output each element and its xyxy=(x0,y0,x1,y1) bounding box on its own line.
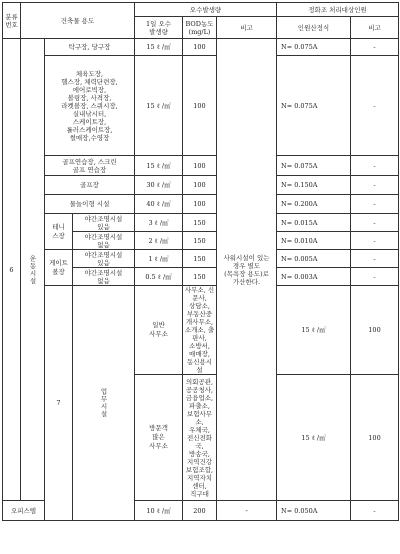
header-category-number: 분류 번호 xyxy=(3,3,21,39)
table-row xyxy=(3,250,399,268)
table-row xyxy=(3,156,399,176)
group-label: 테니 스장 xyxy=(45,214,73,250)
header-sewage-generation: 오수발생량 xyxy=(135,3,277,17)
bod-cell: 150 xyxy=(183,250,217,268)
note2-cell: - xyxy=(351,214,399,232)
use-cell: 탁구장, 당구장 xyxy=(45,39,135,56)
bod-cell: 100 xyxy=(183,176,217,195)
daily-cell: 15 ℓ /㎡ xyxy=(135,39,183,56)
header-bod: BOD농도 (mg/L) xyxy=(183,17,217,39)
daily-cell: 3 ℓ /㎡ xyxy=(135,214,183,232)
use-cell: 사무소, 신문사, 상담소, 부동산중개사무소, 소개소, 출판사, 소방서, 매매장, 동신용시설 xyxy=(183,286,217,375)
sub-use-cell: 야간조명시설 있음 xyxy=(73,250,135,268)
daily-cell: 1 ℓ /㎡ xyxy=(135,250,183,268)
daily-cell: 15 ℓ /㎡ xyxy=(277,286,351,375)
note-cell: - xyxy=(217,501,277,521)
bod-cell: 150 xyxy=(183,232,217,250)
daily-cell: 15 ℓ /㎡ xyxy=(135,156,183,176)
section-label: 운동시설 xyxy=(21,39,45,501)
sewage-table xyxy=(2,2,399,521)
use-cell: 골프장 xyxy=(45,176,135,195)
bod-cell: 100 xyxy=(183,195,217,214)
use-cell: 오피스텔 xyxy=(3,501,45,521)
header-building-use: 건축물 용도 xyxy=(21,3,135,39)
bod-cell: 100 xyxy=(183,56,217,156)
formula-cell: N= 0.075A xyxy=(277,56,351,156)
note2-cell: - xyxy=(351,250,399,268)
daily-cell: 15 ℓ /㎡ xyxy=(277,375,351,501)
daily-cell: 10 ℓ /㎡ xyxy=(135,501,183,521)
daily-cell: 0.5 ℓ /㎡ xyxy=(135,268,183,286)
sub-use-cell: 야간조명시설 있음 xyxy=(73,214,135,232)
header-daily-sewage: 1일 오수 발생량 xyxy=(135,17,183,39)
formula-cell: N= 0.200A xyxy=(277,195,351,214)
section-note: 사워시설이 있는 경우 별도 (목욕장 용도)로 가산한다. xyxy=(217,39,277,501)
note2-cell: - xyxy=(351,56,399,156)
note2-cell: - xyxy=(351,156,399,176)
header-note-2: 비고 xyxy=(351,17,399,39)
table-row xyxy=(3,39,399,56)
note2-cell: - xyxy=(351,268,399,286)
note2-cell: - xyxy=(351,176,399,195)
use-cell: 체육도장, 헬스장, 체력단련장, 에어로빅장, 볼링장, 사격장, 라켓볼장, 스쿼시장, 실내낚시터, 스케이트장, 롤러스케이트장, 썰매장,수영장 xyxy=(45,56,135,156)
table-row xyxy=(3,214,399,232)
group-label: 게이트 볼장 xyxy=(45,250,73,286)
formula-cell: N= 0.050A xyxy=(277,501,351,521)
use-cell: 물놀이형 시설 xyxy=(45,195,135,214)
formula-cell: N= 0.010A xyxy=(277,232,351,250)
daily-cell: 30 ℓ /㎡ xyxy=(135,176,183,195)
formula-cell: N= 0.015A xyxy=(277,214,351,232)
daily-cell: 2 ℓ /㎡ xyxy=(135,232,183,250)
bod-cell: 150 xyxy=(183,214,217,232)
table-row xyxy=(3,286,399,375)
formula-cell: N= 0.003A xyxy=(277,268,351,286)
bod-cell: 200 xyxy=(183,501,217,521)
bod-cell: 100 xyxy=(351,286,399,375)
section-number: 6 xyxy=(3,39,21,501)
sub-use-cell: 야간조명시설 없음 xyxy=(73,232,135,250)
note2-cell: - xyxy=(351,501,399,521)
header-septic-target: 정화조 처리대상인원 xyxy=(277,3,399,17)
note2-cell: - xyxy=(351,39,399,56)
group-label: 일반 사무소 xyxy=(135,286,183,375)
table-row xyxy=(3,56,399,156)
bod-cell: 100 xyxy=(351,375,399,501)
formula-cell: N= 0.075A xyxy=(277,39,351,56)
table-row xyxy=(3,176,399,195)
sub-use-cell: 야간조명시설 없음 xyxy=(73,268,135,286)
header-people-formula: 인원산정식 xyxy=(277,17,351,39)
section-label: 업무시설 xyxy=(73,286,135,521)
table-row xyxy=(3,195,399,214)
bod-cell: 100 xyxy=(183,156,217,176)
formula-cell: N= 0.150A xyxy=(277,176,351,195)
use-cell: 골프연습장, 스크린 골프 연습장 xyxy=(45,156,135,176)
note2-cell: - xyxy=(351,195,399,214)
header-note: 비고 xyxy=(217,17,277,39)
daily-cell: 15 ℓ /㎡ xyxy=(135,56,183,156)
group-label: 방문객 많은 사무소 xyxy=(135,375,183,501)
bod-cell: 100 xyxy=(183,39,217,56)
section-number: 7 xyxy=(45,286,73,521)
formula-cell: N= 0.075A xyxy=(277,156,351,176)
use-cell: 의회공관, 공공청사, 금융업소, 파출소, 보험사무소, 우체국, 전신전화국, 방송국, 지역건강보험조합, 지역자치센터, 직구대 xyxy=(183,375,217,501)
formula-cell: N= 0.005A xyxy=(277,250,351,268)
note2-cell: - xyxy=(351,232,399,250)
daily-cell: 40 ℓ /㎡ xyxy=(135,195,183,214)
bod-cell: 150 xyxy=(183,268,217,286)
